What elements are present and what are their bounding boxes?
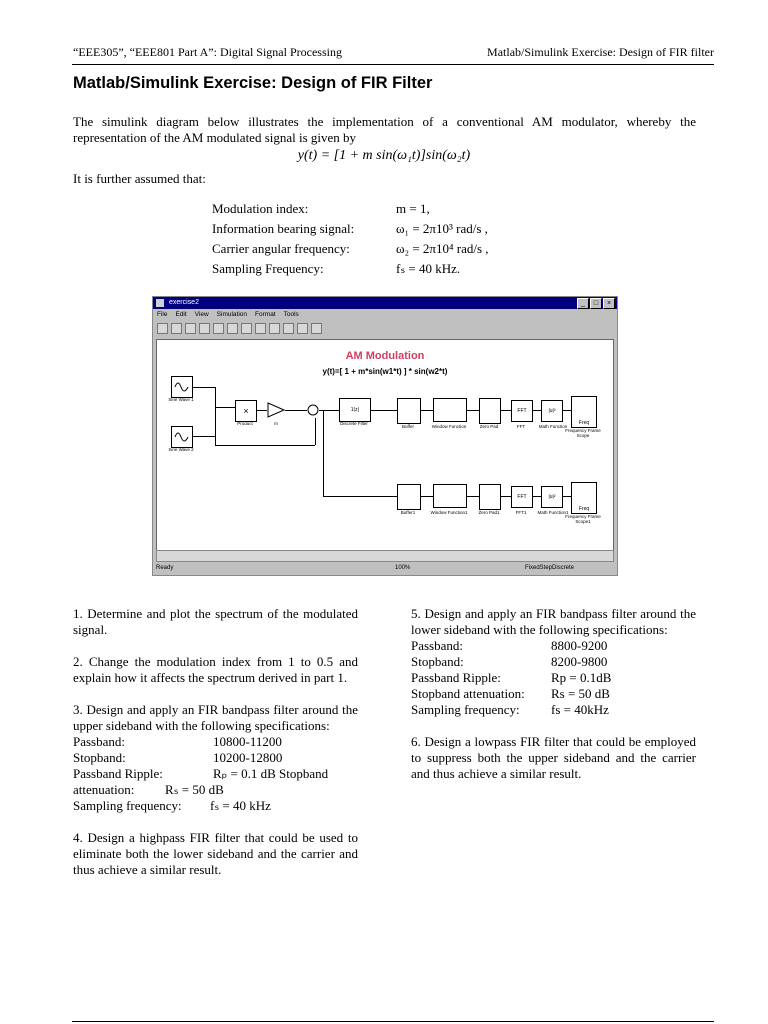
window-function1-block[interactable] [433,484,467,508]
frequency-scope-label: Frequency Frame Scope [565,428,601,438]
task-3-fs-row [73,798,358,814]
spec-val: fₛ = 40 kHz [210,798,271,813]
spec-key: Sampling frequency: [73,798,182,813]
task-6: 6. Design a lowpass FIR filter that could be employed to suppress both the upper sideband and the carrier and thus achieve a similar result. [411,734,696,781]
menu-bar [153,309,617,320]
simulink-app-icon [156,299,164,307]
assumption-intro: It is further assumed that: [73,171,206,186]
intro-paragraph: The simulink diagram below illustrates the implementation of a conventional AM modulator, whereby the representation of the AM modulated signal is given by [73,114,696,145]
spec-key: Passband Ripple: [73,766,163,781]
am-equation [0,148,768,164]
spec-key: Passband Ripple: [411,670,501,685]
signal-line [323,410,324,496]
spec-val: fs = 40kHz [551,702,609,717]
task-5-spec-row [411,638,696,654]
tasks-left-column [73,606,358,878]
menu-tools[interactable]: Tools [283,311,299,318]
signal-line [215,436,216,445]
signal-line [285,410,307,411]
gain-m-block[interactable] [267,402,285,418]
spec-key: Stopband attenuation: [411,686,525,701]
product-block[interactable]: × [235,400,257,422]
sine-wave-icon [172,377,192,397]
math-function1-block[interactable]: |u|² [541,486,563,508]
save-icon[interactable] [185,323,196,334]
zero-pad1-label: Zero Pad1 [478,510,500,515]
spec-val: 10800-11200 [213,734,282,749]
window-title: exercise2 [169,299,199,306]
spec-key: attenuation: [73,782,135,797]
menu-simulation[interactable]: Simulation [216,311,248,318]
tasks-right-column [411,606,696,782]
signal-line [465,410,479,411]
maximize-icon[interactable]: □ [590,298,602,309]
sine-wave-icon [172,427,192,447]
spec-val: 10200-12800 [213,750,283,765]
task-2: 2. Change the modulation index from 1 to 0.5 and explain how it affects the spectrum derived in part 1. [73,654,358,685]
header-rule [72,64,714,65]
task-5-spec-row [411,654,696,670]
spec-label: Sampling Frequency: [212,261,324,276]
spec-label: Carrier angular frequency: [212,241,350,256]
spec-value: ω₁ = 2π10³ rad/s , [396,221,488,236]
spec-key: Stopband: [411,654,464,669]
fft1-label: FFT1 [515,510,527,515]
signal-line [315,418,316,445]
zero-pad-block[interactable] [479,398,501,424]
status-ready: Ready [156,565,174,571]
scope1-freq-text: Freq [578,506,590,512]
signal-line [191,387,215,388]
task-5-spec-row [411,702,696,718]
math-function1-label: Math Function1 [537,510,569,515]
gain-m-label: m [274,421,278,426]
task-3-att-row [73,782,358,798]
spec-label: Information bearing signal: [212,221,355,236]
spec-val: Rs = 50 dB [551,686,610,701]
task-4: 4. Design a highpass FIR filter that could be used to eliminate both the lower sideband and the carrier and thus achieve a similar result. [73,830,358,877]
fft-block[interactable]: FFT [511,400,533,422]
paste-icon[interactable] [241,323,252,334]
buffer1-block[interactable] [397,484,421,510]
menu-view[interactable]: View [194,311,209,318]
zero-pad1-block[interactable] [479,484,501,510]
diagram-formula: y(t)=[ 1 + m*sin(w1*t) ] * sin(w2*t) [322,367,448,376]
math-function-block[interactable]: |u|² [541,400,563,422]
math-function-label: Math Function [538,424,568,429]
header-course: “EEE305”, “EEE801 Part A”: Digital Signal Processing [73,45,342,59]
toolbar [153,320,617,336]
sine-wave-1-label: Sine Wave 1 [168,397,194,402]
redo-icon[interactable] [269,323,280,334]
close-icon[interactable]: × [603,298,615,309]
task-3: 3. Design and apply an FIR bandpass filter around the upper sideband with the following specifications: [73,702,358,733]
sum-block[interactable] [307,404,319,416]
spec-value: fₛ = 40 kHz. [396,261,461,276]
spec-val: 8800-9200 [551,638,608,653]
spec-key: Sampling frequency: [411,702,520,717]
spec-values [396,199,489,279]
sine-wave-1-block[interactable] [171,376,193,398]
sine-wave-2-label: Sine Wave 2 [168,447,194,452]
simulink-window [152,296,618,576]
signal-line [465,496,479,497]
fft-label: FFT [516,424,526,429]
signal-line [319,410,339,411]
discrete-filter-label: Discrete Filter [340,421,368,426]
spec-key: Passband: [73,734,125,749]
scope-freq-text: Freq [578,420,590,426]
stop-icon[interactable] [297,323,308,334]
footer-rule [72,1021,714,1022]
cut-icon[interactable] [213,323,224,334]
zero-pad-label: Zero Pad [479,424,499,429]
signal-line [191,436,215,437]
menu-format[interactable]: Format [255,311,276,318]
menu-edit[interactable]: Edit [175,311,187,318]
task-5: 5. Design and apply an FIR bandpass filter around the lower sideband with the following specifications: [411,606,696,637]
frequency-scope1-block[interactable] [571,482,597,514]
buffer1-label: Buffer1 [400,510,416,515]
am-equation-text: y(t) = [1 + m sin(ω₁t)]sin(ω₂t) [297,148,471,163]
spec-labels [212,199,354,279]
horizontal-scrollbar[interactable] [156,550,614,562]
signal-line [215,445,315,446]
discrete-filter-block[interactable]: 1(z) [339,398,371,422]
menu-file[interactable]: File [157,311,168,318]
spec-val: Rp = 0.1dB [551,670,612,685]
buffer-block[interactable] [397,398,421,424]
spec-value: ω₂ = 2π10⁴ rad/s , [396,241,489,256]
spec-key: Stopband: [73,750,126,765]
minimize-icon[interactable]: _ [577,298,589,309]
task-5-spec-row [411,686,696,702]
task-5-spec-row [411,670,696,686]
signal-line [419,410,433,411]
signal-line [323,496,397,497]
window-function1-label: Window Function1 [430,510,468,515]
open-icon[interactable] [171,323,182,334]
spec-val: 8200-9800 [551,654,608,669]
spec-key: Passband: [411,638,463,653]
product-label: Product [237,421,253,426]
spec-label: Modulation index: [212,201,309,216]
frequency-scope1-label: Frequency Frame Scope1 [565,514,601,524]
task-3-spec-row [73,750,358,766]
sine-wave-2-block[interactable] [171,426,193,448]
diagram-canvas [156,339,614,551]
signal-line [369,410,397,411]
frequency-scope-block[interactable] [571,396,597,428]
spec-val: Rₚ = 0.1 dB Stopband [213,766,329,781]
signal-line [215,407,235,408]
print-icon[interactable] [199,323,210,334]
diagram-title: AM Modulation [345,350,425,362]
window-titlebar [153,297,617,309]
new-icon[interactable] [157,323,168,334]
spec-val: Rₛ = 50 dB [165,782,224,797]
undo-icon[interactable] [255,323,266,334]
page-title: Matlab/Simulink Exercise: Design of FIR Filter [73,74,433,92]
header-topic: Matlab/Simulink Exercise: Design of FIR filter [487,45,714,59]
signal-line [419,496,433,497]
buffer-label: Buffer [402,424,414,429]
window-function-block[interactable] [433,398,467,422]
play-icon[interactable] [283,323,294,334]
task-3-spec-row [73,734,358,750]
window-function-label: Window Function [431,424,467,429]
spec-value: m = 1, [396,201,430,216]
library-icon[interactable] [311,323,322,334]
status-zoom: 100% [395,565,411,571]
fft1-block[interactable]: FFT [511,486,533,508]
copy-icon[interactable] [227,323,238,334]
task-1: 1. Determine and plot the spectrum of the modulated signal. [73,606,358,637]
status-bar [153,562,617,574]
status-solver: FixedStepDiscrete [525,565,575,571]
task-3-ripple-row [73,766,358,782]
